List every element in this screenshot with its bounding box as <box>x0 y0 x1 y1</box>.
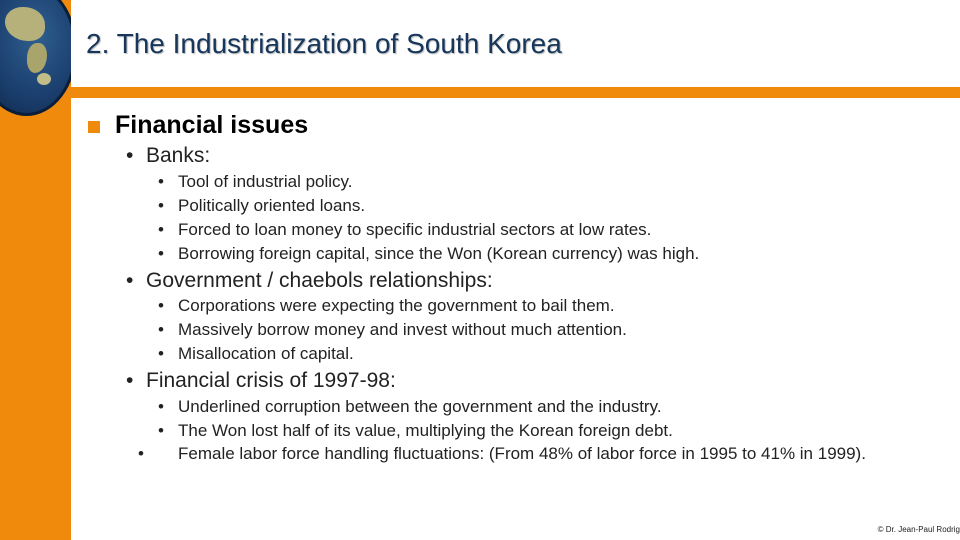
section-heading <box>88 111 308 140</box>
list-item: • Tool of industrial policy. <box>158 172 353 191</box>
list-item: • Underlined corruption between the government and the industry. <box>158 397 662 416</box>
section-heading-text: Financial issues <box>115 111 309 139</box>
list-item: • Misallocation of capital. <box>158 344 354 363</box>
title-underline-bar <box>71 87 960 98</box>
slide-title: 2. The Industrialization of South Korea <box>86 28 562 59</box>
group-heading-crisis: • Financial crisis of 1997-98: <box>126 369 396 392</box>
group-heading-banks: • Banks: <box>126 144 211 167</box>
list-item: • Forced to loan money to specific industrial sectors at low rates. <box>158 220 652 239</box>
list-item: • The Won lost half of its value, multiplying the Korean foreign debt. <box>158 421 673 440</box>
list-item: • Politically oriented loans. <box>158 196 366 215</box>
square-bullet-icon <box>88 121 100 133</box>
list-item: • Female labor force handling fluctuations: (From 48% of labor force in 1995 to 41% in 1999). <box>138 444 866 463</box>
list-item: • Borrowing foreign capital, since the Won (Korean currency) was high. <box>158 244 700 263</box>
list-item: • Massively borrow money and invest without much attention. <box>158 320 627 339</box>
copyright-notice: © Dr. Jean-Paul Rodrig <box>877 525 960 534</box>
group-heading-government: • Government / chaebols relationships: <box>126 269 493 292</box>
list-item: • Corporations were expecting the government to bail them. <box>158 296 615 315</box>
